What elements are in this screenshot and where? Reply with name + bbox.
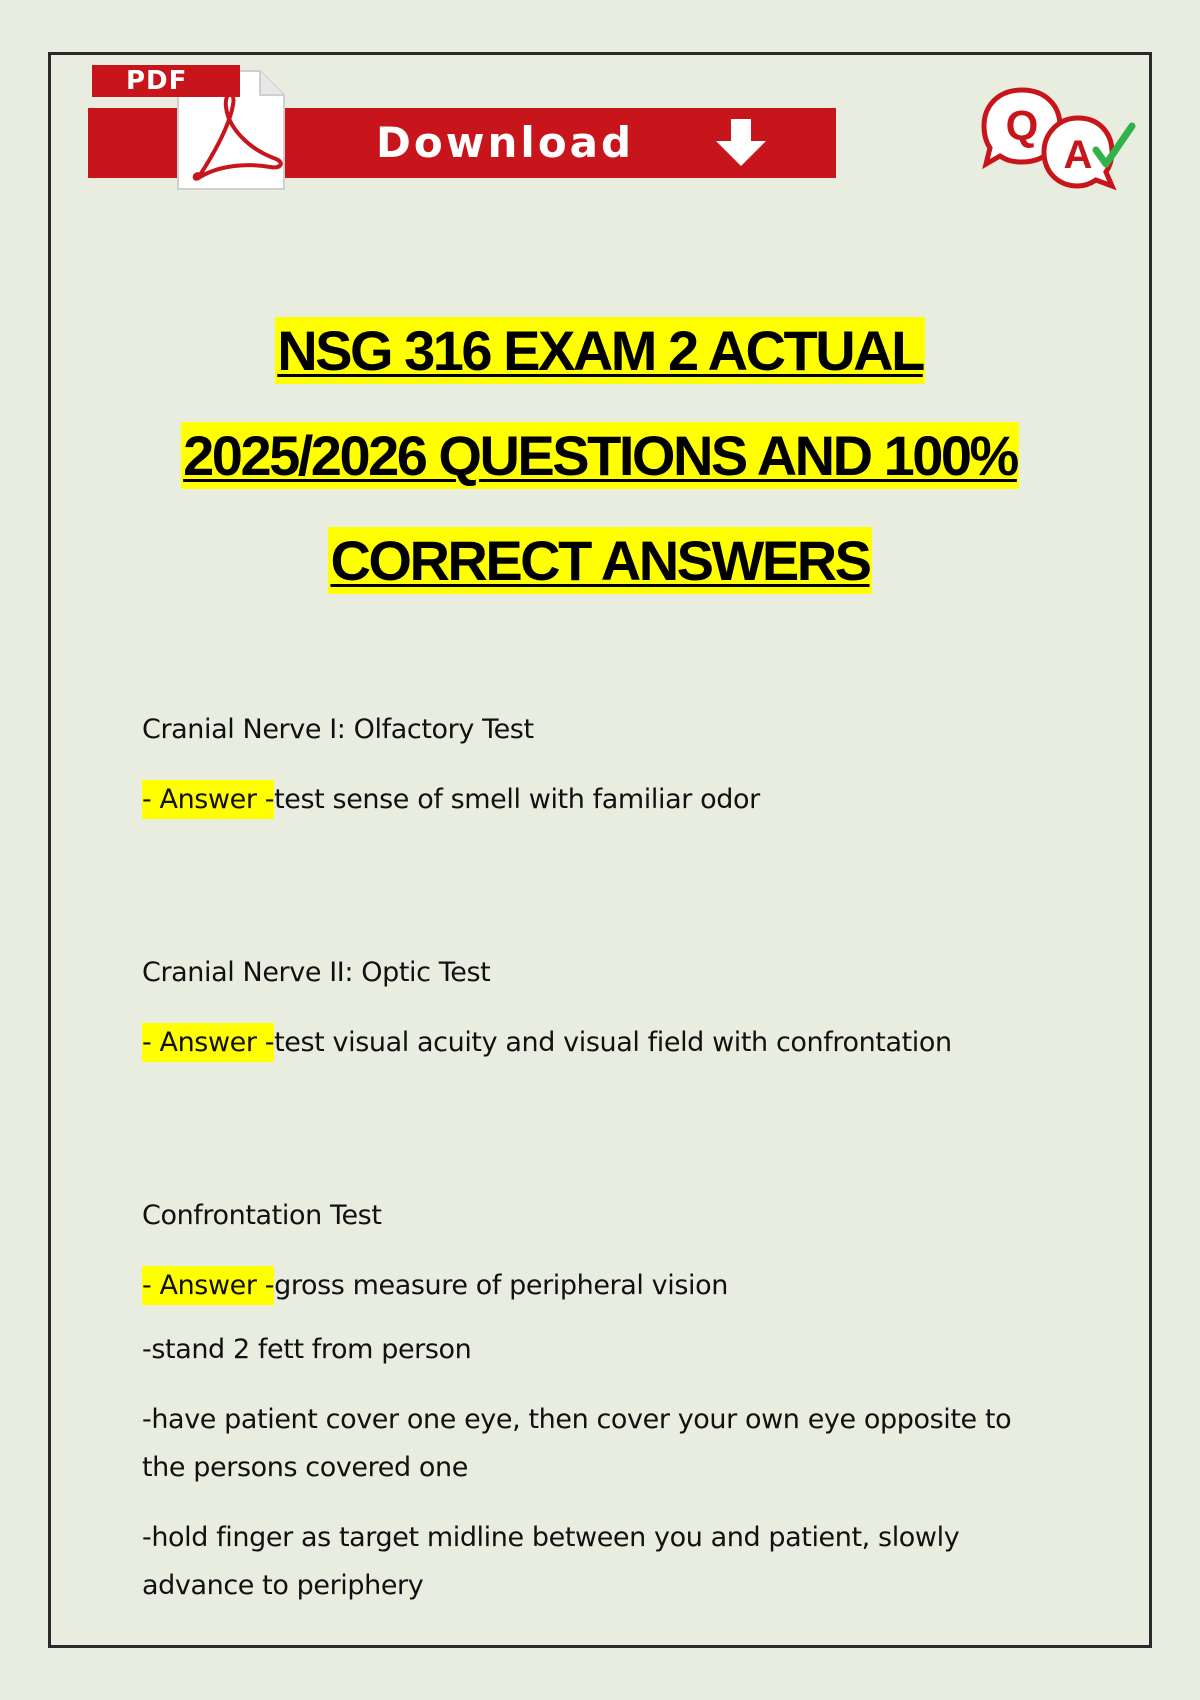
- answer-detail: -hold finger as target midline between you and patient, slowly advance to periphery: [142, 1522, 960, 1601]
- question-text: Cranial Nerve II: Optic Test: [142, 957, 491, 988]
- pdf-tag: PDF: [92, 65, 240, 97]
- qa-logo-icon: [978, 82, 1138, 192]
- title-line-3: CORRECT ANSWERS: [330, 529, 870, 592]
- answer-prefix: - Answer -: [142, 780, 274, 819]
- logo-letter-a: A: [1063, 133, 1093, 177]
- answer-line: [142, 782, 1062, 818]
- title-line-1: NSG 316 EXAM 2 ACTUAL: [277, 319, 923, 382]
- qa-item: [142, 1198, 1062, 1610]
- answer-prefix: - Answer -: [142, 1266, 274, 1305]
- answer-detail: -stand 2 fett from person: [142, 1334, 472, 1365]
- arrow-down-icon[interactable]: [714, 119, 768, 167]
- question-text: Confrontation Test: [142, 1200, 382, 1231]
- answer-text: test sense of smell with familiar odor: [274, 784, 760, 815]
- qa-content: [142, 712, 1062, 1610]
- document-title: [60, 318, 1140, 633]
- answer-line: [142, 1025, 1062, 1061]
- answer-text: gross measure of peripheral vision: [274, 1270, 728, 1301]
- answer-prefix: - Answer -: [142, 1023, 274, 1062]
- answer-line: [142, 1268, 1062, 1304]
- qa-item: [142, 955, 1062, 1061]
- question-text: Cranial Nerve I: Olfactory Test: [142, 714, 534, 745]
- logo-letter-q: Q: [1005, 102, 1039, 149]
- answer-text: test visual acuity and visual field with confrontation: [274, 1027, 952, 1058]
- download-banner[interactable]: [88, 63, 836, 189]
- title-line-2: 2025/2026 QUESTIONS AND 100%: [183, 424, 1017, 487]
- download-label[interactable]: Download: [376, 118, 635, 167]
- qa-item: [142, 712, 1062, 818]
- answer-detail: -have patient cover one eye, then cover your own eye opposite to the persons covered one: [142, 1404, 1012, 1483]
